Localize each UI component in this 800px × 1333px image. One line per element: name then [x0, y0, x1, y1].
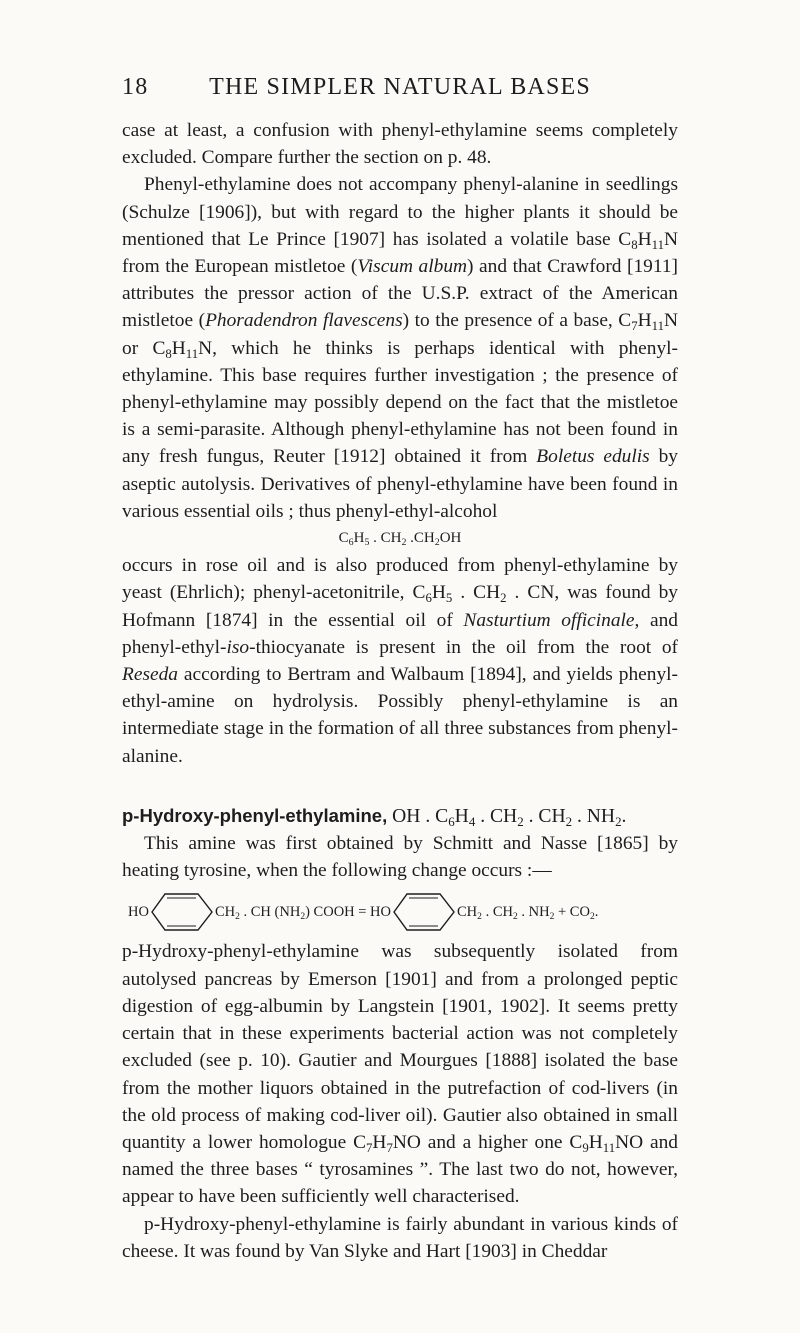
species-name: Reseda — [122, 664, 178, 686]
text-run: ) to the presence of a base, — [402, 310, 619, 332]
text-run: according to Bertram and Walbaum [1894], and yields phenyl-ethyl-amine on hydrolysis. Possibly phenyl-ethylamine is an intermediate stage in the formation of all three substances from phenyl-alanine. — [122, 664, 678, 767]
text-run: or — [122, 337, 153, 359]
text-run: -thiocyanate is present in the oil from the root of — [249, 636, 678, 658]
chemical-formula: $C_8H_{11}N$ — [618, 228, 678, 252]
text-run: from the European mistletoe ( — [122, 256, 358, 278]
italic-prefix: iso — [226, 636, 250, 658]
section-title: p-Hydroxy-phenyl-ethylamine, — [122, 804, 388, 826]
text-run: p-Hydroxy-phenyl-ethylamine was subsequently isolated from autolysed pancreas by Emerson [1901] and from a prolonged peptic digestion of egg-albumin by Langstein [1901, 1902]. It seems pretty certain that in these experiments bacterial action was not completely excluded (see p. 10). Gautier and Mourgues [1888] isolated the base from the mother liquors obtained in the putrefaction of cod-livers (in the old process of making cod-liver oil). Gautier also obtained in small quantity a lower homologue — [122, 941, 678, 1153]
section-formula: OH . $C_6H_4$ . $CH_2$ . $CH_2$ . $NH_2$. — [392, 805, 627, 829]
paragraph-3 — [122, 552, 678, 770]
running-title: THE SIMPLER NATURAL BASES — [209, 74, 591, 100]
chemical-formula: $C_9H_{11}NO$ — [569, 1131, 644, 1155]
text-run: and a higher one — [420, 1131, 570, 1153]
paragraph-4: This amine was first obtained by Schmitt and Nasse [1865] by heating tyrosine, when the following change occurs :— — [122, 833, 678, 882]
chemical-formula: $C_7H_7NO$ — [353, 1131, 421, 1155]
paragraph-5 — [122, 938, 678, 1210]
text-run: ) and that Crawford [1911] attributes the pressor action of the U.S.P. extract of the American mistletoe ( — [122, 256, 679, 332]
species-name: Nasturtium officinale — [463, 609, 635, 631]
text-run: by aseptic autolysis. Derivatives of phenyl-ethylamine have been found in various essential oils ; thus phenyl-ethyl-alcohol — [122, 446, 678, 522]
text-run: , was found by Hofmann [1874] in the essential oil of — [122, 582, 679, 631]
species-name: Phoradendron flavescens — [205, 310, 403, 332]
benzene-ring-icon — [151, 892, 213, 932]
chemical-formula: $C_7H_{11}N$ — [618, 310, 678, 334]
chemical-formula: $C_6H_5$ . $CH_2$ . CN — [412, 582, 555, 606]
text-run: and named the three bases “ tyrosamines ”. The last two do not, however, appear to have been sufficiently well characterised. — [122, 1131, 678, 1208]
species-name: Boletus edulis — [536, 446, 650, 468]
eq-right-side: $CH_2$ . $CH_2$ . $NH_2 + CO_2$. — [457, 903, 599, 922]
page-body — [122, 117, 678, 1265]
text-run: occurs in rose oil and is also produced from phenyl-ethylamine by yeast (Ehrlich); phenyl-acetonitrile, — [122, 555, 678, 604]
reaction-equation — [122, 892, 678, 932]
chemical-formula: $C_8H_{11}N$ — [152, 337, 213, 361]
paragraph-2 — [122, 171, 678, 525]
eq-hydroxyl: HO — [128, 903, 149, 920]
paragraph-1: case at least, a confusion with phenyl-ethylamine seems completely excluded. Compare further the section on p. 48. — [122, 120, 678, 169]
formula-phenyl-ethyl-alcohol: $C_6H_5$ . $CH_2$ $.CH_2OH$ — [338, 530, 462, 549]
paragraph-6: p-Hydroxy-phenyl-ethylamine is fairly abundant in various kinds of cheese. It was found by Van Slyke and Hart [1903] in Cheddar — [122, 1213, 678, 1262]
page-number: 18 — [122, 74, 149, 100]
benzene-ring-icon — [393, 892, 455, 932]
eq-left-side: $CH_2$ . CH $(NH_2)$ COOH = HO — [214, 903, 392, 922]
text-run: , which he thinks is perhaps identical with phenyl-ethylamine. This base requires further investigation ; the presence of phenyl-ethylamine may possibly depend on the fact that the mistletoe is a semi-parasite. Although phenyl-ethylamine has not been found in any fresh fungus, Reuter [1912] obtained it from — [122, 337, 678, 468]
species-name: Viscum album — [357, 256, 468, 278]
text-run: , and phenyl-ethyl- — [122, 609, 678, 658]
text-run: Phenyl-ethylamine does not accompany phenyl-alanine in seedlings (Schulze [1906]), but with regard to the higher plants it should be mentioned that Le Prince [1907] has isolated a volatile base — [122, 174, 678, 250]
section-heading — [122, 802, 678, 830]
